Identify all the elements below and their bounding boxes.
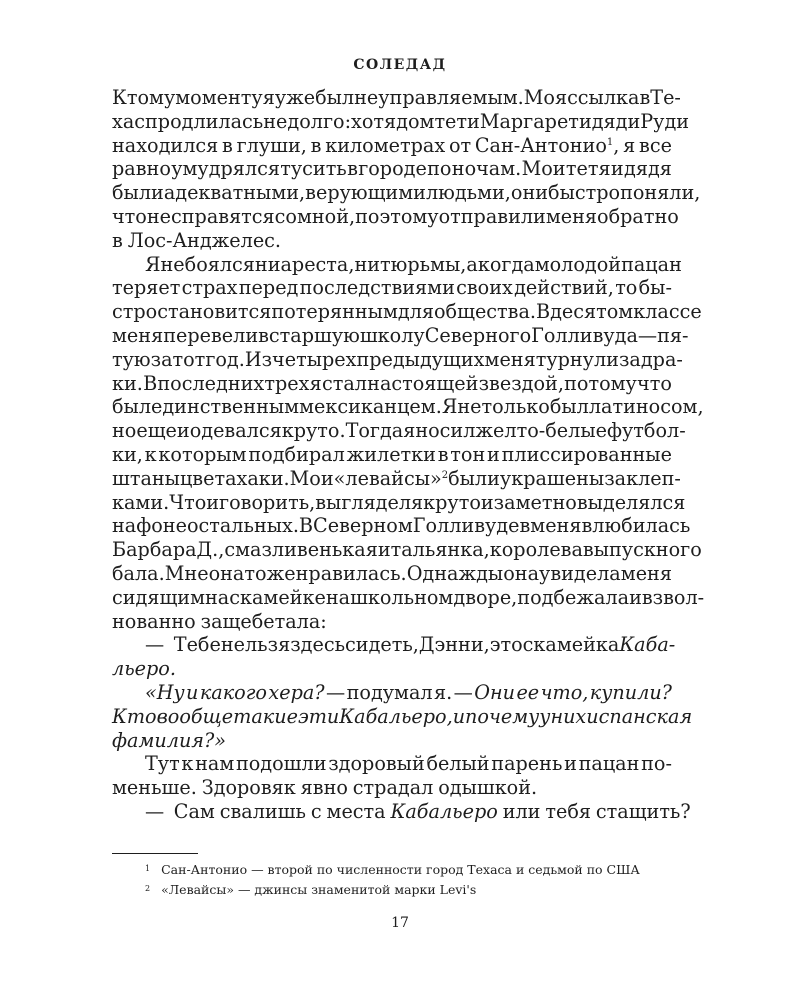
paragraph (112, 633, 676, 681)
text-line: тую за тот год. Из четырех предыдущих меня турнули за дра- (112, 347, 683, 371)
body-text (112, 86, 705, 824)
text-line: равно умудрялся тусить в городе по ночам. Мои тетя и дядя (112, 157, 672, 181)
footnote-mark: 1 (145, 864, 151, 873)
text-line: — Тебе нельзя здесь сидеть, Дэнни, это скамейка Каба- (145, 633, 676, 657)
text-line: льеро. (112, 657, 176, 681)
text-line: бала. Мне она тоже нравилась. Однажды она увидела меня (112, 561, 672, 585)
text-line: ками. Что и говорить, выглядел я круто и заметно выделялся (112, 490, 686, 514)
text-line: теряет страх перед последствиями своих действий, то бы- (112, 276, 672, 300)
text-line: стро становится потерянным для общества. В десятом классе (112, 300, 702, 324)
running-header: СОЛЕДАД (353, 57, 447, 73)
text-line: «Ну и какого хера? — подумал я. — Они ее что, купили? (145, 680, 672, 704)
text-line: Тут к нам подошли здоровый белый парень и пацан по- (145, 752, 672, 776)
text-line: — Сам свалишь с места Кабальеро или тебя стащить? (145, 799, 691, 823)
text-line: Барбара Д., смазливенькая итальянка, королева выпускного (112, 538, 702, 562)
footnote-reference: 1 (606, 136, 614, 148)
paragraph (112, 86, 701, 253)
text-line: ки. В последних трех я стал настоящей звездой, потому что (112, 371, 672, 395)
paragraph (112, 252, 705, 634)
page-number: 17 (391, 915, 409, 931)
text-line: сидящим на скамейке на школьном дворе, подбежала и взвол- (112, 585, 705, 609)
text-line: штаны цвета хаки. Мои «левайсы»$^2$ были украшены заклеп- (112, 466, 681, 490)
text-line: ки, к которым подбирал жилетки в тон и плиссированные (112, 442, 672, 466)
paragraph (112, 752, 672, 800)
text-line: К тому моменту я уже был неуправляемым. Моя ссылка в Те- (112, 86, 681, 109)
text-line: Кто вообще такие эти Кабальеро, и почему у них испанская (112, 704, 693, 728)
text-line: что не справятся со мной, поэтому отправили меня обратно (112, 204, 679, 228)
text-line: был единственным мексиканцем. Я не только был латиносом, (112, 395, 704, 419)
text-line: хас продлилась недолго: хотя дом тети Маргарет и дяди Руди (112, 109, 690, 133)
text-line: нованно защебетала: (112, 609, 327, 633)
text-line: Я не боялся ни ареста, ни тюрьмы, а когда молодой пацан (145, 252, 682, 276)
footnote-rule (112, 853, 198, 854)
footnote-1 (145, 861, 640, 878)
text-line: фамилия?» (112, 728, 227, 752)
footnote-mark: 2 (145, 884, 151, 893)
footnote-reference: 2 (441, 469, 449, 481)
paragraph (112, 799, 691, 824)
footnote-2 (145, 881, 476, 898)
paragraph (112, 680, 693, 752)
footnote-text: «Левайсы» — джинсы знаменитой марки Levi's (161, 882, 477, 897)
text-line: на фоне остальных. В Северном Голливуде в меня влюбилась (112, 514, 691, 538)
text-line: в Лос-Анджелес. (112, 228, 282, 252)
text-line: были адекватными, верующими людьми, они быстро поняли, (112, 181, 701, 205)
footnote-text: Сан-Антонио — второй по численности город Техаса и седьмой по США (161, 862, 640, 877)
text-line: меньше. Здоровяк явно страдал одышкой. (112, 776, 538, 800)
text-line: меня перевели в старшую школу Северного Голливуда — пя- (112, 323, 689, 347)
text-line: но еще и одевался круто. Тогда я носил желто-белые футбол- (112, 419, 686, 443)
text-line: находился в глуши, в километрах от Сан-Антонио$^1$, я все (112, 133, 672, 157)
